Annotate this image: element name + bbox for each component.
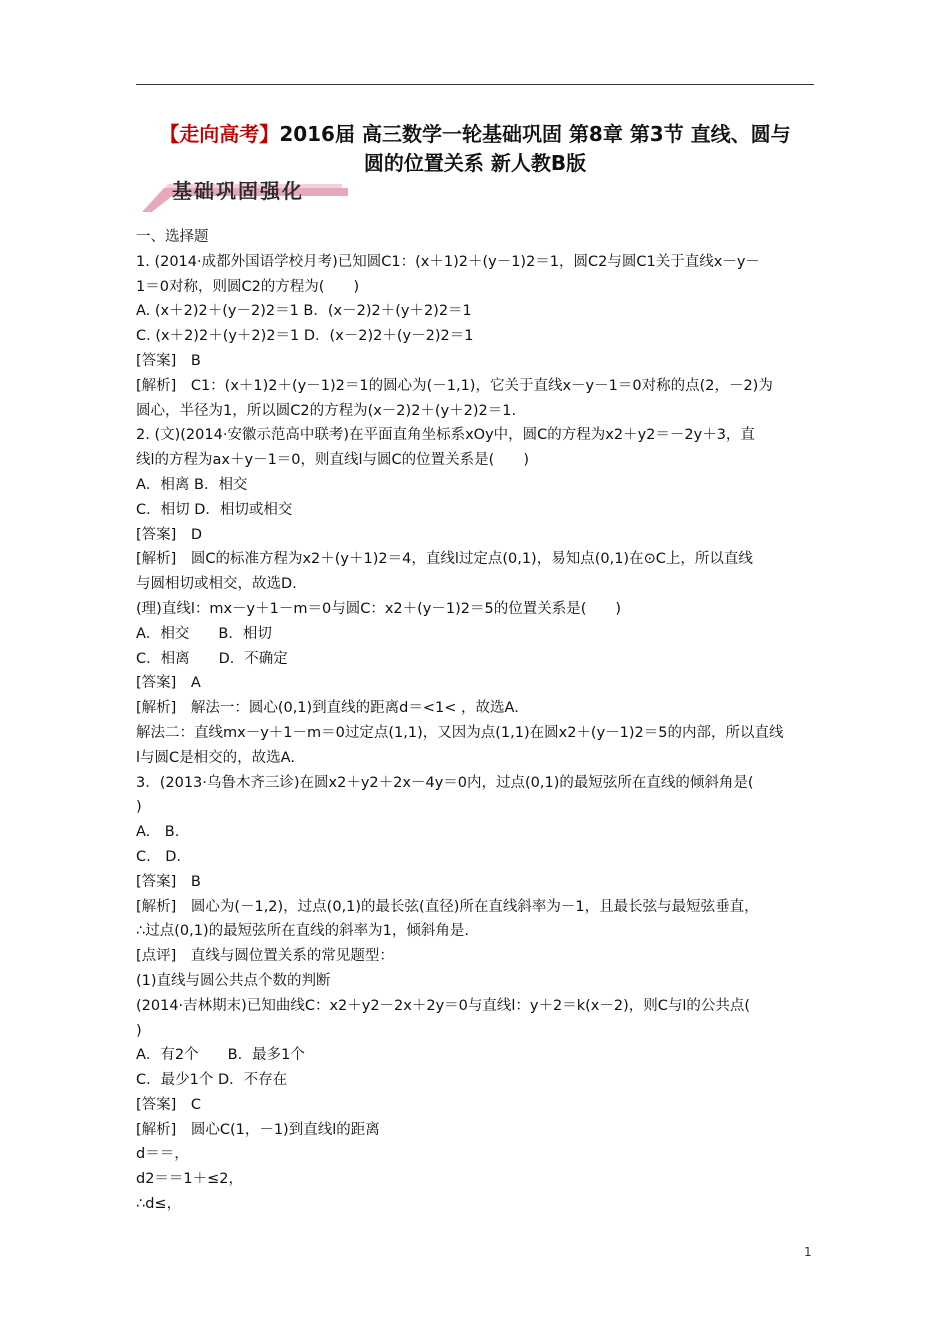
text-line: [答案] B <box>136 873 201 890</box>
text-line: A．相交 B．相切 <box>136 625 272 642</box>
text-line: A．相离 B．相交 <box>136 476 248 493</box>
text-line: 线l的方程为ax＋y－1＝0，则直线l与圆C的位置关系是( ) <box>136 452 529 469</box>
text-line: l与圆C是相交的，故选A. <box>136 749 295 766</box>
text-line: ) <box>136 799 142 816</box>
text-line: [点评] 直线与圆位置关系的常见题型： <box>136 948 394 965</box>
page-number: 1 <box>804 1245 812 1259</box>
text-line: C. D. <box>136 848 182 865</box>
text-line: [答案] D <box>136 526 202 543</box>
title-line-1 <box>120 120 830 149</box>
text-line: [答案] A <box>136 675 201 692</box>
document-body <box>136 225 816 1217</box>
text-line: 1＝0对称，则圆C2的方程为( ) <box>136 278 360 295</box>
text-line: 1. (2014·成都外国语学校月考)已知圆C1：(x＋1)2＋(y－1)2＝1，圆C2与圆C1关于直线x－y－ <box>136 253 760 270</box>
title-bracket: 【走向高考】 <box>159 122 280 146</box>
text-line: d2＝＝1＋≤2， <box>136 1171 244 1188</box>
text-line: d＝＝， <box>136 1146 189 1163</box>
text-line: C．相切 D．相切或相交 <box>136 501 293 518</box>
text-line: [解析] 圆C的标准方程为x2＋(y＋1)2＝4，直线l过定点(0,1)，易知点(0,1)在⊙C上，所以直线 <box>136 551 753 568</box>
text-line: C．最少1个 D．不存在 <box>136 1072 288 1089</box>
text-line: A．有2个 B．最多1个 <box>136 1047 305 1064</box>
text-line: [答案] C <box>136 1096 201 1113</box>
section-banner <box>142 174 352 212</box>
text-line: ∴d≤， <box>136 1196 182 1213</box>
text-line: [解析] 圆心C(1，－1)到直线l的距离 <box>136 1121 380 1138</box>
text-line: C．相离 D．不确定 <box>136 650 288 667</box>
text-line: A. B. <box>136 824 180 841</box>
text-line: 3．(2013·乌鲁木齐三诊)在圆x2＋y2＋2x－4y＝0内，过点(0,1)的最短弦所在直线的倾斜角是( <box>136 774 754 791</box>
text-line: [答案] B <box>136 352 201 369</box>
text-line: (理)直线l：mx－y＋1－m＝0与圆C：x2＋(y－1)2＝5的位置关系是( ) <box>136 600 622 617</box>
text-line: A. (x＋2)2＋(y－2)2＝1 B．(x－2)2＋(y＋2)2＝1 <box>136 303 472 320</box>
text-line: [解析] 圆心为(－1,2)，过点(0,1)的最长弦(直径)所在直线斜率为－1，且最长弦与最短弦垂直， <box>136 898 759 915</box>
text-line: [解析] C1：(x＋1)2＋(y－1)2＝1的圆心为(－1,1)，它关于直线x－y－1＝0对称的点(2，－2)为 <box>136 377 773 394</box>
title-line-2: 圆的位置关系 新人教B版 <box>363 151 587 175</box>
text-line: (2014·吉林期末)已知曲线C：x2＋y2－2x＋2y＝0与直线l：y＋2＝k(x－2)，则C与l的公共点( <box>136 997 751 1014</box>
text-line: C. (x＋2)2＋(y＋2)2＝1 D．(x－2)2＋(y－2)2＝1 <box>136 328 474 345</box>
banner-label: 基础巩固强化 <box>172 179 304 203</box>
document-title <box>120 120 830 178</box>
text-line: [解析] 解法一：圆心(0,1)到直线的距离d＝<1< ，故选A. <box>136 700 519 717</box>
text-line: 一、选择题 <box>136 229 209 245</box>
text-line: 2. (文)(2014·安徽示范高中联考)在平面直角坐标系xOy中，圆C的方程为x2＋y2＝－2y＋3，直 <box>136 427 755 444</box>
text-line: 圆心，半径为1，所以圆C2的方程为(x－2)2＋(y＋2)2＝1. <box>136 402 517 419</box>
text-line: 与圆相切或相交，故选D. <box>136 576 297 593</box>
title-line-1-rest: 2016届 高三数学一轮基础巩固 第8章 第3节 直线、圆与 <box>279 122 791 146</box>
text-line: 解法二：直线mx－y＋1－m＝0过定点(1,1)，又因为点(1,1)在圆x2＋(y－1)2＝5的内部，所以直线 <box>136 724 784 741</box>
text-line: (1)直线与圆公共点个数的判断 <box>136 972 331 989</box>
text-line: ) <box>136 1022 142 1039</box>
text-line: ∴过点(0,1)的最短弦所在直线的斜率为1，倾斜角是. <box>136 923 469 940</box>
header-rule <box>136 84 814 85</box>
